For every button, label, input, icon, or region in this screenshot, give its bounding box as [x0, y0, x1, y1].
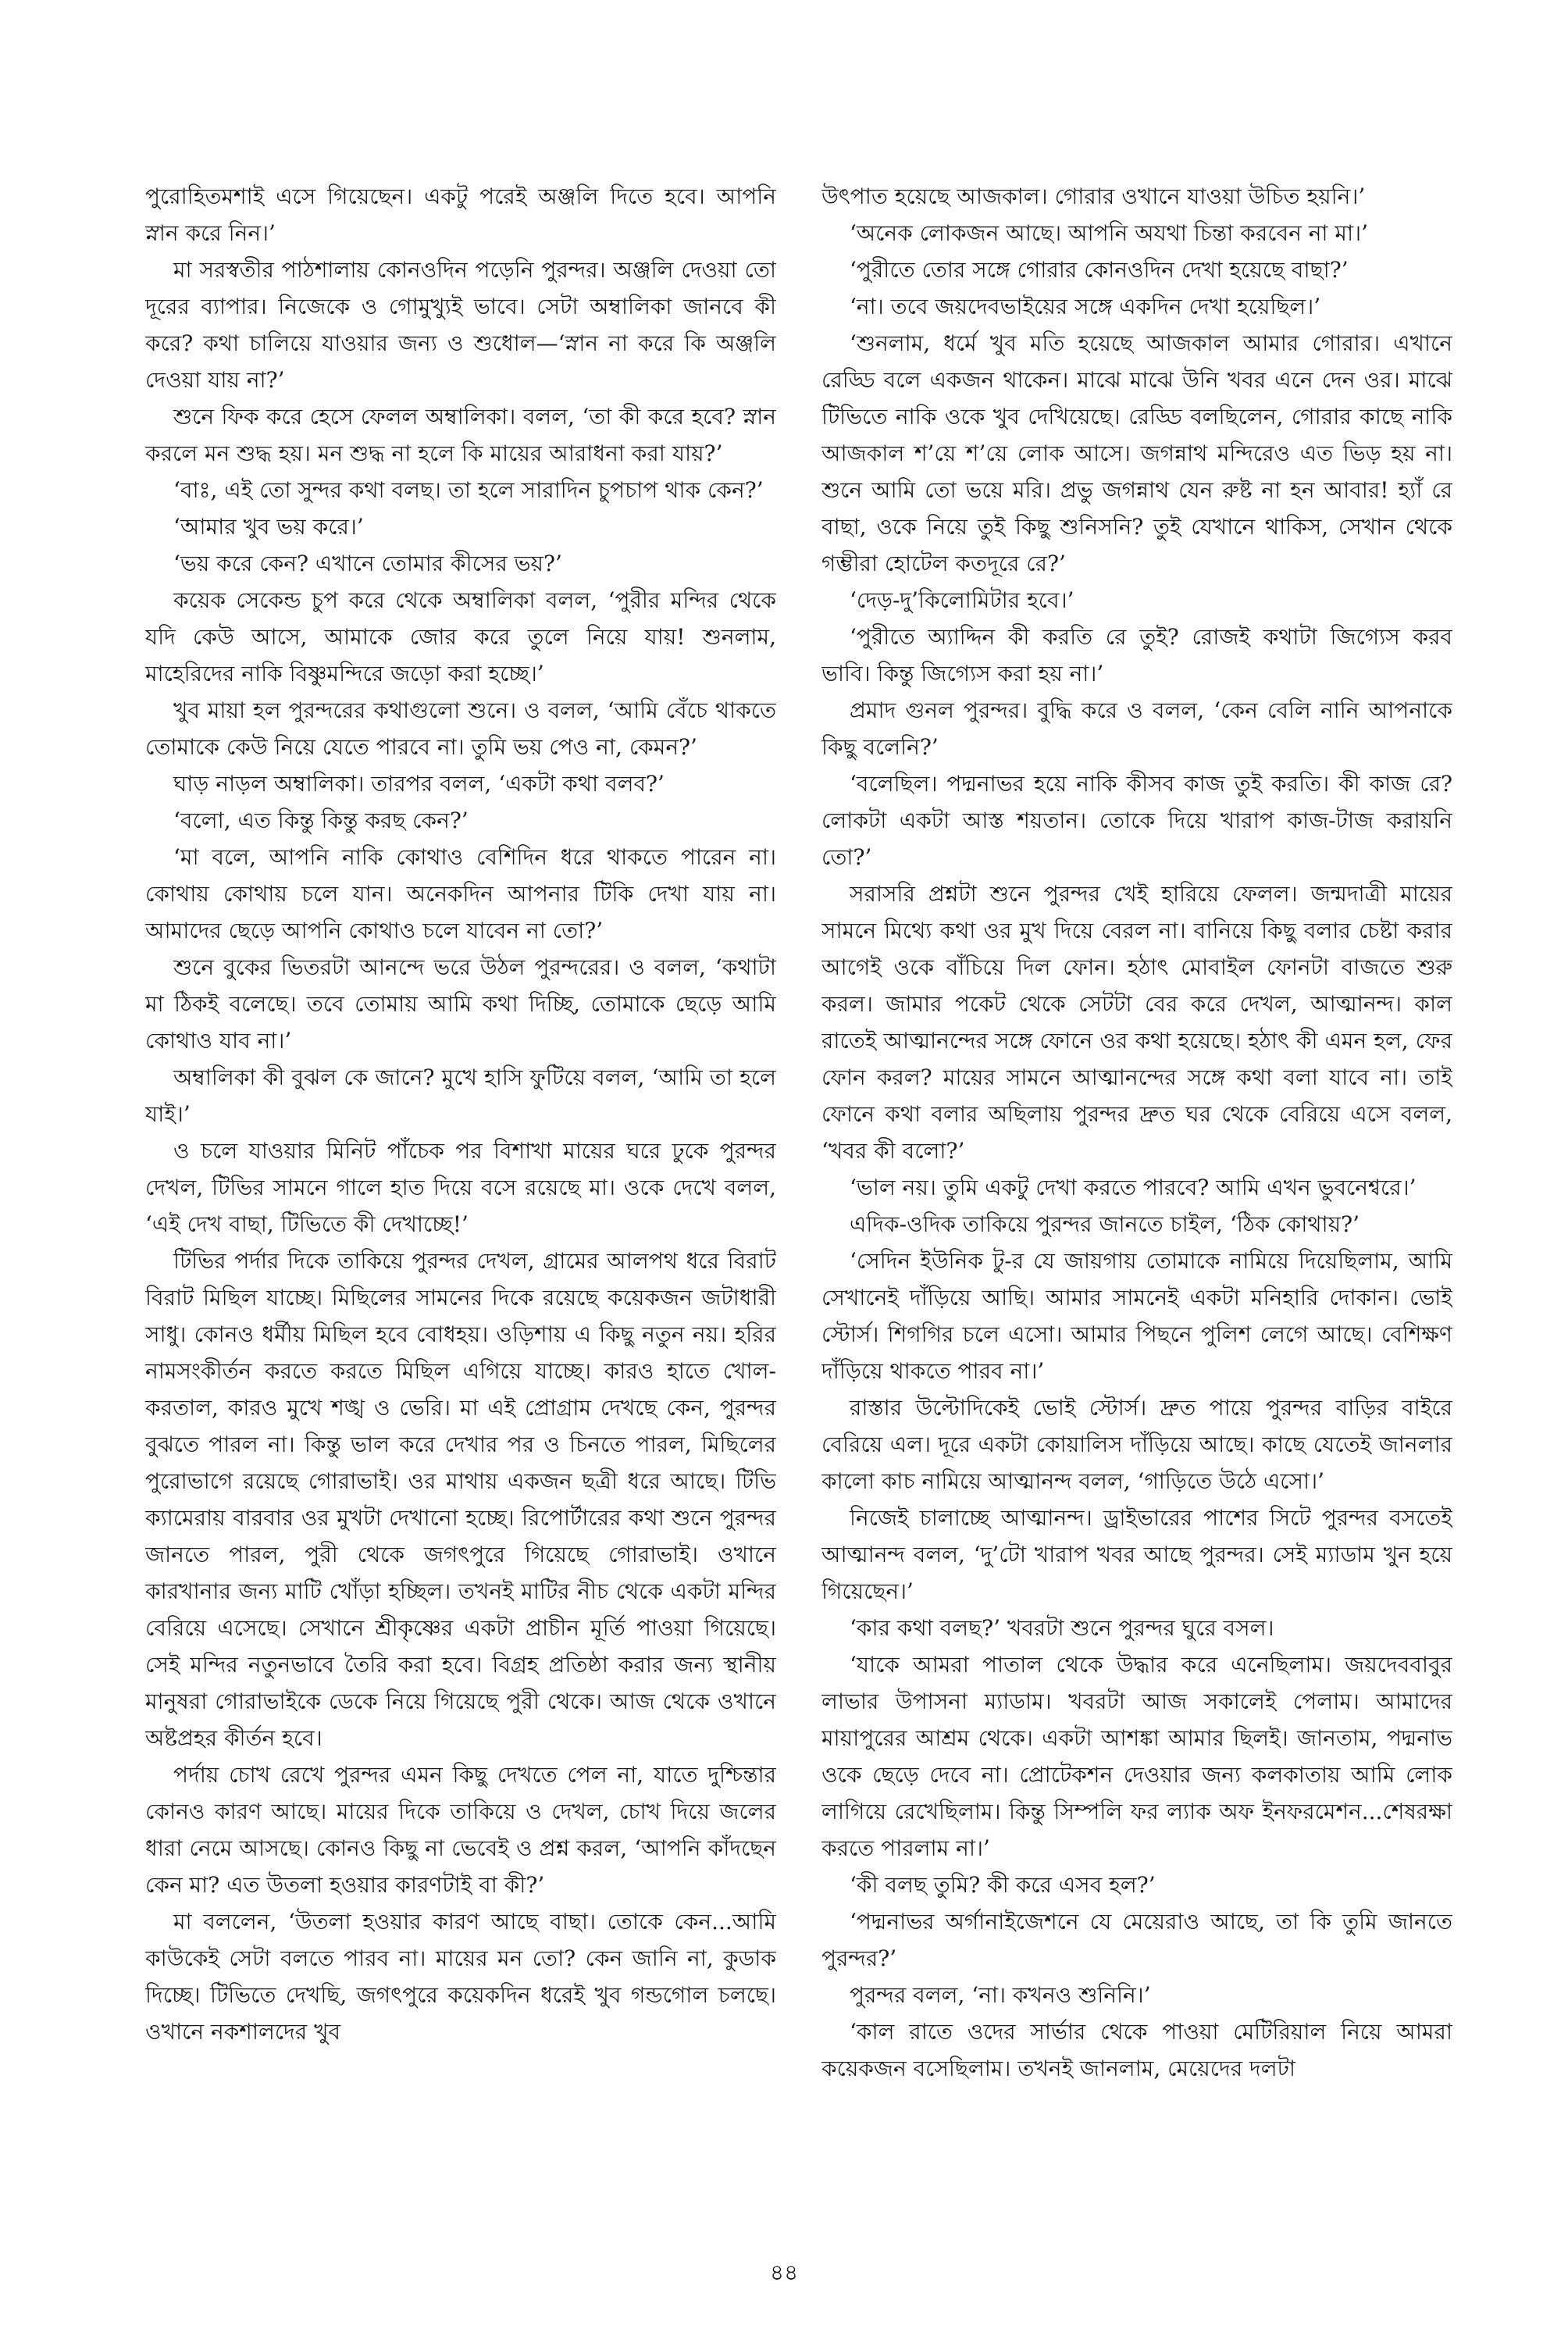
paragraph: ‘বাঃ, এই তো সুন্দর কথা বলছ। তা হলে সারাদিন চুপচাপ থাক কেন?’: [173, 477, 764, 503]
paragraph: সরাসরি প্রশ্নটা শুনে পুরন্দর খেই হারিয়ে ফেলল। জন্মদাত্রী মায়ের সামনে মিথ্যে কথা ওর মুখ দিয়ে বেরল না। বানিয়ে কিছু বলার চেষ্টা করার আগেই ওকে বাঁচিয়ে দিল ফোন। হঠাৎ মোবাইল ফোনটা বাজতে শুরু করল। জামার পকেট থেকে সেটটা বের করে দেখল, আত্মানন্দ। কাল রাতেই আত্মানন্দের সঙ্গে ফোনে ওর কথা হয়েছে। হঠাৎ কী এমন হল, ফের ফোন করল? মায়ের সামনে আত্মানন্দের সঙ্গে কথা বলা যাবে না। তাই ফোনে কথা বলার অছিলায় পুরন্দর দ্রুত ঘর থেকে বেরিয়ে এসে বলল, ‘খবর কী বলো?’: [821, 881, 1452, 1164]
paragraph: ঘাড় নাড়ল অম্বালিকা। তারপর বলল, ‘একটা কথা বলব?’: [173, 771, 665, 797]
paragraph: নিজেই চালাচ্ছে আত্মানন্দ। ড্রাইভারের পাশের সিটে পুরন্দর বসতেই আত্মানন্দ বলল, ‘দু’টো খারাপ খবর আছে পুরন্দর। সেই ম্যাডাম খুন হয়ে গিয়েছেন।’: [821, 1505, 1452, 1604]
paragraph: ‘দেড়-দু’কিলোমিটার হবে।’: [850, 587, 1074, 613]
paragraph: ‘পুরীতে তোর সঙ্গে গোরার কোনওদিন দেখা হয়েছে বাছা?’: [850, 257, 1349, 283]
paragraph: ‘বলো, এত কিন্তু কিন্তু করছ কেন?’: [173, 808, 469, 833]
paragraph: ‘ভাল নয়। তুমি একটু দেখা করতে পারবে? আমি এখন ভুবনেশ্বরে।’: [850, 1175, 1417, 1200]
paragraph: ‘সেদিন ইউনিক টু-র যে জায়গায় তোমাকে নামিয়ে দিয়েছিলাম, আমি সেখানেই দাঁড়িয়ে আছি। আমার সামনেই একটা মনিহারি দোকান। ভোই স্টোর্স। শিগগির চলে এসো। আমার পিছনে পুলিশ লেগে আছে। বেশিক্ষণ দাঁড়িয়ে থাকতে পারব না।’: [821, 1248, 1452, 1384]
paragraph: রাস্তার উল্টোদিকেই ভোই স্টোর্স। দ্রুত পায়ে পুরন্দর বাড়ির বাইরে বেরিয়ে এল। দূরে একটা কোয়ালিস দাঁড়িয়ে আছে। কাছে যেতেই জানলার কালো কাচ নামিয়ে আত্মানন্দ বলল, ‘গাড়িতে উঠে এসো।’: [821, 1395, 1452, 1494]
paragraph: শুনে বুকের ভিতরটা আনন্দে ভরে উঠল পুরন্দরের। ও বলল, ‘কথাটা মা ঠিকই বলেছে। তবে তোমায় আমি কথা দিচ্ছি, তোমাকে ছেড়ে আমি কোথাও যাব না।’: [145, 954, 776, 1054]
paragraph: এদিক-ওদিক তাকিয়ে পুরন্দর জানতে চাইল, ‘ঠিক কোথায়?’: [850, 1211, 1360, 1237]
paragraph: টিভির পর্দার দিকে তাকিয়ে পুরন্দর দেখল, গ্রামের আলপথ ধরে বিরাট বিরাট মিছিল যাচ্ছে। মিছিলের সামনের দিকে রয়েছে কয়েকজন জটাধারী সাধু। কোনও ধর্মীয় মিছিল হবে বোধহয়। ওড়িশায় এ কিছু নতুন নয়। হরির নামসংকীর্তন করতে করতে মিছিল এগিয়ে যাচ্ছে। কারও হাতে খোল-করতাল, কারও মুখে শঙ্খ ও ভেরি। মা এই প্রোগ্রাম দেখছে কেন, পুরন্দর বুঝতে পারল না। কিন্তু ভাল করে দেখার পর ও চিনতে পারল, মিছিলের পুরোভাগে রয়েছে গোরাভাই। ওর মাথায় একজন ছত্রী ধরে আছে। টিভি ক্যামেরায় বারবার ওর মুখটা দেখানো হচ্ছে। রিপোর্টারের কথা শুনে পুরন্দর জানতে পারল, পুরী থেকে জগৎপুরে গিয়েছে গোরাভাই। ওখানে কারখানার জন্য মাটি খোঁড়া হচ্ছিল। তখনই মাটির নীচ থেকে একটা মন্দির বেরিয়ে এসেছে। সেখানে শ্রীকৃষ্ণের একটা প্রাচীন মূর্তি পাওয়া গিয়েছে। সেই মন্দির নতুনভাবে তৈরি করা হবে। বিগ্রহ প্রতিষ্ঠা করার জন্য স্থানীয় মানুষরা গোরাভাইকে ডেকে নিয়ে গিয়েছে পুরী থেকে। আজ থেকে ওখানে অষ্টপ্রহর কীর্তন হবে।: [145, 1248, 776, 1751]
paragraph: ‘অনেক লোকজন আছে। আপনি অযথা চিন্তা করবেন না মা।’: [850, 220, 1369, 246]
right-text-column: [821, 178, 1452, 2224]
paragraph: শুনে ফিক করে হেসে ফেলল অম্বালিকা। বলল, ‘তা কী করে হবে? স্নান করলে মন শুদ্ধ হয়। মন শুদ্ধ না হলে কি মায়ের আরাধনা করা যায়?’: [145, 404, 776, 466]
paragraph: মা বললেন, ‘উতলা হওয়ার কারণ আছে বাছা। তোকে কেন...আমি কাউকেই সেটা বলতে পারব না। মায়ের মন তো? কেন জানি না, কুডাক দিচ্ছে। টিভিতে দেখছি, জগৎপুরে কয়েকদিন ধরেই খুব গন্ডগোল চলছে। ওখানে নকশালদের খুব: [145, 1909, 776, 2045]
paragraph: ‘না। তবে জয়দেবভাইয়ের সঙ্গে একদিন দেখা হয়েছিল।’: [850, 294, 1321, 319]
paragraph: খুব মায়া হল পুরন্দরের কথাগুলো শুনে। ও বলল, ‘আমি বেঁচে থাকতে তোমাকে কেউ নিয়ে যেতে পারবে না। তুমি ভয় পেও না, কেমন?’: [145, 697, 776, 760]
paragraph: প্রমাদ গুনল পুরন্দর। বুদ্ধি করে ও বলল, ‘কেন বেলি নানি আপনাকে কিছু বলেনি?’: [821, 697, 1452, 760]
paragraph: পর্দায় চোখ রেখে পুরন্দর এমন কিছু দেখতে পেল না, যাতে দুশ্চিন্তার কোনও কারণ আছে। মায়ের দিকে তাকিয়ে ও দেখল, চোখ দিয়ে জলের ধারা নেমে আসছে। কোনও কিছু না ভেবেই ও প্রশ্ন করল, ‘আপনি কাঁদছেন কেন মা? এত উতলা হওয়ার কারণটাই বা কী?’: [145, 1762, 776, 1898]
paragraph: ও চলে যাওয়ার মিনিট পাঁচেক পর বিশাখা মায়ের ঘরে ঢুকে পুরন্দর দেখল, টিভির সামনে গালে হাত দিয়ে বসে রয়েছে মা। ওকে দেখে বলল, ‘এই দেখ বাছা, টিভিতে কী দেখাচ্ছে!’: [145, 1138, 776, 1237]
paragraph: পুরোহিতমশাই এসে গিয়েছেন। একটু পরেই অঞ্জলি দিতে হবে। আপনি স্নান করে নিন।’: [145, 184, 776, 246]
paragraph: অম্বালিকা কী বুঝল কে জানে? মুখে হাসি ফুটিয়ে বলল, ‘আমি তা হলে যাই।’: [145, 1064, 776, 1127]
paragraph: ‘কী বলছ তুমি? কী করে এসব হল?’: [850, 1872, 1156, 1898]
paragraph: ‘পুরীতে অ্যাদ্দিন কী করতি রে তুই? রোজই কথাটা জিগ্যেস করব ভাবি। কিন্তু জিগ্যেস করা হয় না।’: [821, 624, 1452, 686]
page-number: ৪৪: [769, 2259, 799, 2285]
paragraph: ‘মা বলে, আপনি নাকি কোথাও বেশিদিন ধরে থাকতে পারেন না। কোথায় কোথায় চলে যান। অনেকদিন আপনার টিকি দেখা যায় না। আমাদের ছেড়ে আপনি কোথাও চলে যাবেন না তো?’: [145, 844, 776, 943]
paragraph: ‘পদ্মনাভর অর্গানাইজেশনে যে মেয়েরাও আছে, তা কি তুমি জানতে পুরন্দর?’: [821, 1909, 1452, 1971]
paragraph: ‘ভয় করে কেন? এখানে তোমার কীসের ভয়?’: [173, 551, 562, 576]
paragraph: ‘কাল রাতে ওদের সার্ভার থেকে পাওয়া মেটিরিয়াল নিয়ে আমরা কয়েকজন বসেছিলাম। তখনই জানলাম, মেয়েদের দলটা: [821, 2019, 1452, 2081]
paragraph: ‘শুনলাম, ধর্মে খুব মতি হয়েছে আজকাল আমার গোরার। এখানে রেড্ডি বলে একজন থাকেন। মাঝে মাঝে উনি খবর এনে দেন ওর। মাঝে টিভিতে নাকি ওকে খুব দেখিয়েছে। রেড্ডি বলছিলেন, গোরার কাছে নাকি আজকাল শ’য়ে শ’য়ে লোক আসে। জগন্নাথ মন্দিরেও এত ভিড় হয় না। শুনে আমি তো ভয়ে মরি। প্রভু জগন্নাথ যেন রুষ্ট না হন আবার! হ্যাঁ রে বাছা, ওকে নিয়ে তুই কিছু শুনিসনি? তুই যেখানে থাকিস, সেখান থেকে গম্ভীরা হোটেল কতদূরে রে?’: [821, 330, 1452, 576]
paragraph: পুরন্দর বলল, ‘না। কখনও শুনিনি।’: [850, 1982, 1151, 2008]
left-text-column: [145, 178, 776, 2224]
paragraph: উৎপাত হয়েছে আজকাল। গোরার ওখানে যাওয়া উচিত হয়নি।’: [821, 184, 1366, 209]
paragraph: ‘আমার খুব ভয় করে।’: [173, 514, 364, 540]
paragraph: ‘বলেছিল। পদ্মনাভর হয়ে নাকি কীসব কাজ তুই করতি। কী কাজ রে? লোকটা একটা আস্ত শয়তান। তোকে দিয়ে খারাপ কাজ-টাজ করায়নি তো?’: [821, 771, 1452, 870]
paragraph: কয়েক সেকেন্ড চুপ করে থেকে অম্বালিকা বলল, ‘পুরীর মন্দির থেকে যদি কেউ আসে, আমাকে জোর করে তুলে নিয়ে যায়! শুনলাম, মাহেরিদের নাকি বিষ্ণুমন্দিরে জড়ো করা হচ্ছে।’: [145, 587, 776, 686]
paragraph: ‘যাকে আমরা পাতাল থেকে উদ্ধার করে এনেছিলাম। জয়দেববাবুর লাভার উপাসনা ম্যাডাম। খবরটা আজ সকালেই পেলাম। আমাদের মায়াপুরের আশ্রম থেকে। একটা আশঙ্কা আমার ছিলই। জানতাম, পদ্মনাভ ওকে ছেড়ে দেবে না। প্রোটেকশন দেওয়ার জন্য কলকাতায় আমি লোক লাগিয়ে রেখেছিলাম। কিন্তু সিম্পলি ফর ল্যাক অফ ইনফরমেশন...শেষরক্ষা করতে পারলাম না।’: [821, 1652, 1452, 1861]
paragraph: মা সরস্বতীর পাঠশালায় কোনওদিন পড়েনি পুরন্দর। অঞ্জলি দেওয়া তো দূরের ব্যাপার। নিজেকে ও গোমুখ্যুই ভাবে। সেটা অম্বালিকা জানবে কী করে? কথা চালিয়ে যাওয়ার জন্য ও শুধোল—‘স্নান না করে কি অঞ্জলি দেওয়া যায় না?’: [145, 257, 776, 393]
paragraph: ‘কার কথা বলছ?’ খবরটা শুনে পুরন্দর ঘুরে বসল।: [850, 1615, 1274, 1641]
